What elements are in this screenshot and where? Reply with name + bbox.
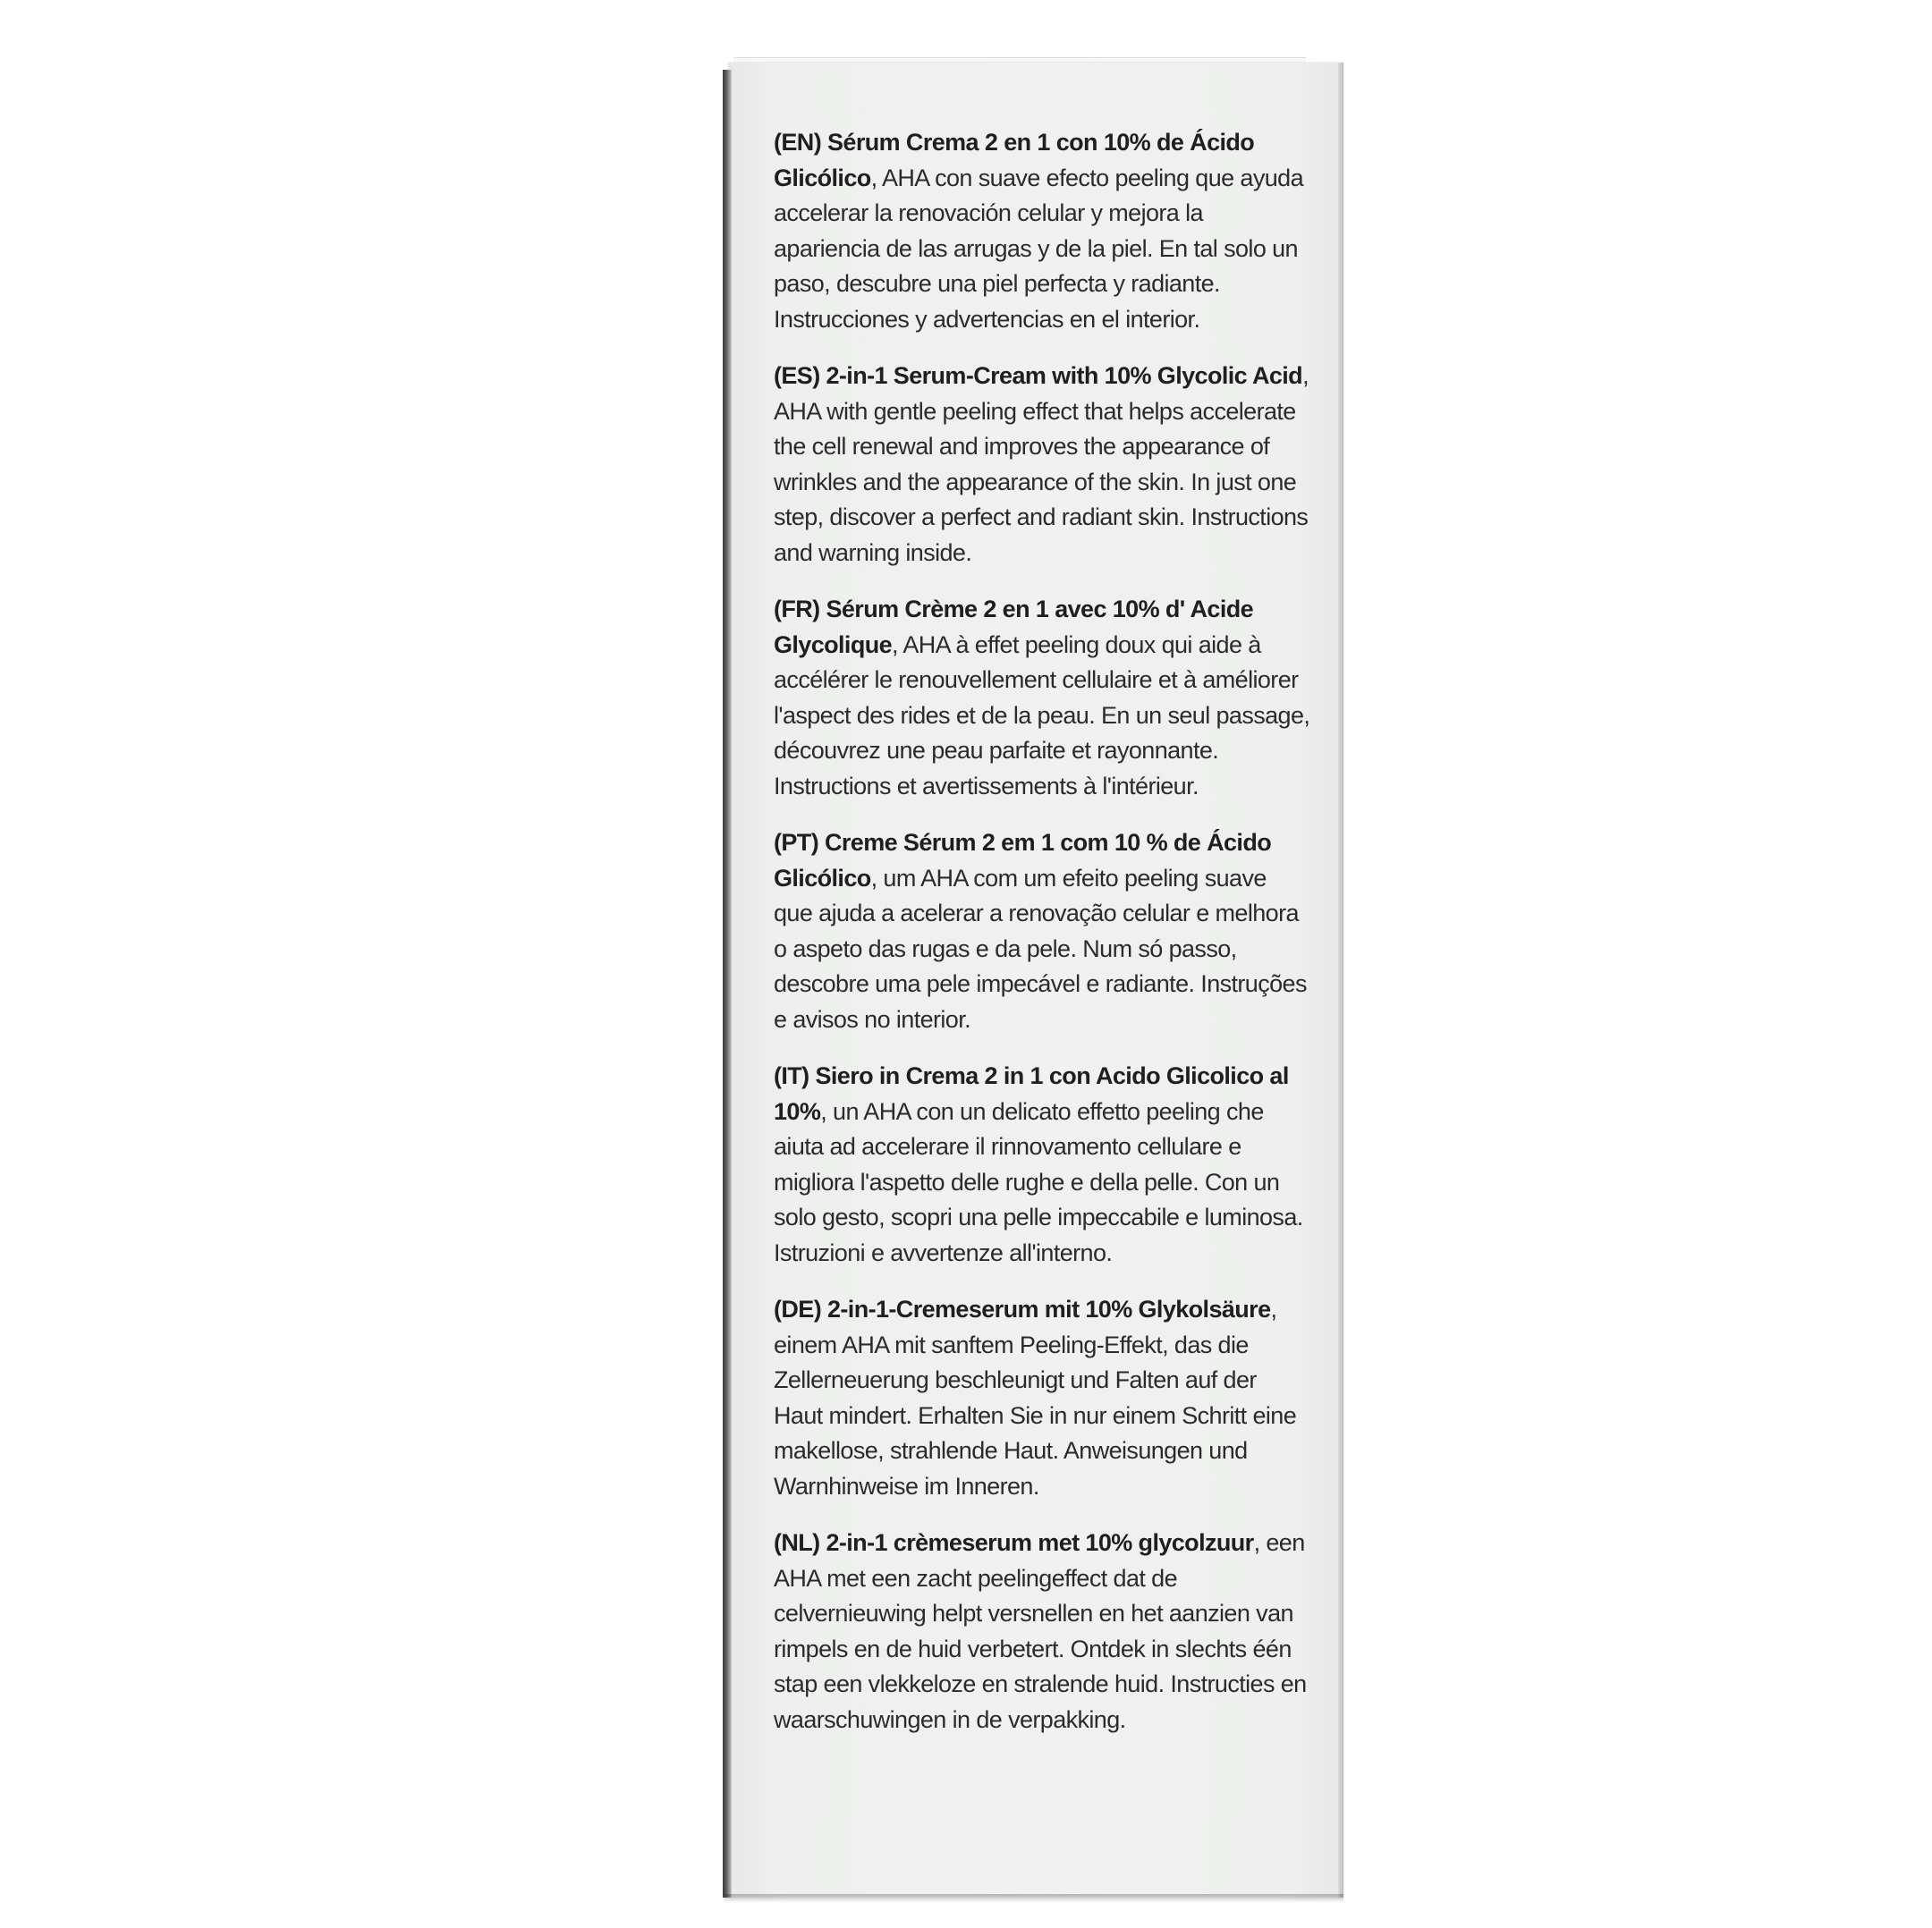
description-block-de: [774, 1292, 1310, 1504]
description-block-en: [774, 125, 1310, 337]
block-body: , AHA à effet peeling doux qui aide à accélérer le renouvellement cellulaire et à améliorer l'aspect des rides et de la peau. En un seul passage, découvrez une peau parfaite et rayonnante. Instructions et avertissements à l'intérieur.: [774, 630, 1310, 799]
block-title: (NL) 2-in-1 crèmeserum met 10% glycolzuur: [774, 1529, 1254, 1556]
multilingual-description: [774, 125, 1310, 1759]
description-block-fr: [774, 592, 1310, 804]
description-block-es: [774, 359, 1310, 571]
description-block-pt: [774, 825, 1310, 1037]
box-right-edge: [1338, 63, 1343, 1898]
block-title: (DE) 2-in-1-Cremeserum mit 10% Glykolsäure: [774, 1296, 1271, 1323]
block-body: , AHA with gentle peeling effect that helps accelerate the cell renewal and improves the appearance of wrinkles and the appearance of the skin. In just one step, discover a perfect and radiant skin. Instructions and warning inside.: [774, 362, 1309, 566]
block-body: , um AHA com um efeito peeling suave que ajuda a acelerar a renovação celular e melhora o aspeto das rugas e da pele. Num só passo, descobre uma pele impecável e radiante. Instruções e avisos no interior.: [774, 864, 1307, 1033]
box-left-edge: [723, 70, 732, 1898]
block-title: (IT) Siero in Crema 2 in 1 con Acido Glicolico al 10%: [774, 1062, 1289, 1125]
box-bottom-shadow: [724, 1894, 1343, 1903]
block-title: (EN) Sérum Crema 2 en 1 con 10% de Ácido Glicólico: [774, 129, 1255, 191]
block-title: (FR) Sérum Crème 2 en 1 avec 10% d' Acide Glycolique: [774, 596, 1254, 658]
block-title: (ES) 2-in-1 Serum-Cream with 10% Glycolic Acid: [774, 362, 1303, 389]
block-body: , einem AHA mit sanftem Peeling-Effekt, das die Zellerneuerung beschleunigt und Falten auf der Haut mindert. Erhalten Sie in nur einem Schritt eine makellose, strahlende Haut. Anweisungen und Warnhinweise im Inneren.: [774, 1296, 1297, 1500]
block-body: , een AHA met een zacht peelingeffect dat de celvernieuwing helpt versnellen en het aanzien van rimpels en de huid verbetert. Ontdek in slechts één stap een vlekkeloze en stralende huid. Instructies en waarschuwingen in de verpakking.: [774, 1529, 1307, 1733]
block-body: , un AHA con un delicato effetto peeling che aiuta ad accelerare il rinnovamento cellulare e migliora l'aspetto delle rughe e della pelle. Con un solo gesto, scopri una pelle impeccabile e luminosa. Istruzioni e avvertenze all'interno.: [774, 1097, 1303, 1266]
block-title: (PT) Creme Sérum 2 em 1 com 10 % de Ácido Glicólico: [774, 829, 1272, 892]
description-block-nl: [774, 1526, 1310, 1738]
block-body: , AHA con suave efecto peeling que ayuda accelerar la renovación celular y mejora la apariencia de las arrugas y de la piel. En tal solo un paso, descubre una piel perfecta y radiante. Instrucciones y advertencias en el interior.: [774, 164, 1303, 333]
description-block-it: [774, 1059, 1310, 1271]
